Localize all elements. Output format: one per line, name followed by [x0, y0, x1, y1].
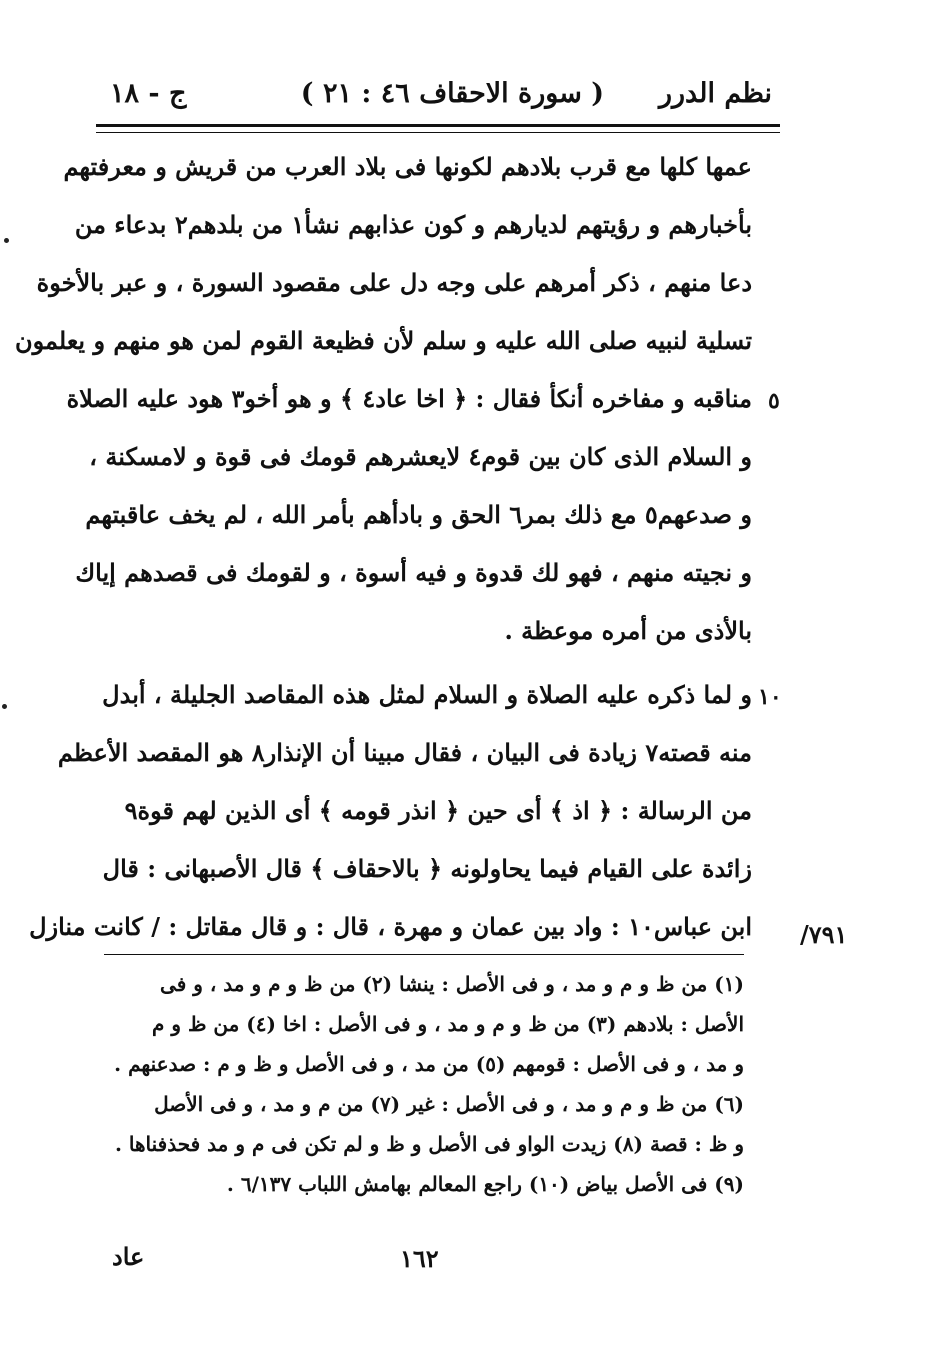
page-number: ١٦٢ [400, 1244, 439, 1273]
line-number-5: ٥ [768, 388, 780, 414]
header-rule-thick [96, 124, 780, 127]
footnote-line: (٩) فى الأصل بياض (١٠) راجع المعالم بهامش اللباب ٦/١٣٧ . [226, 1172, 744, 1196]
footnote-separator [104, 954, 744, 955]
header-part-number: ج - ١٨ [110, 78, 187, 109]
footnote-line: و ظ : قصة (٨) زيدت الواو فى الأصل و ظ و لم تكن فى م و مد فحذفناها . [114, 1132, 744, 1156]
text-line: و صدعهم٥ مع ذلك بمر٦ الحق و بادأهم بأمر الله ، لم يخف عاقبتهم [85, 500, 752, 529]
manuscript-folio-ref: /٧٩١ [800, 920, 848, 949]
text-line: و السلام الذى كان بين قوم٤ لايعشرهم قومك فى قوة و لامسكنة ، [89, 442, 752, 471]
text-line: ابن عباس١٠ : واد بين عمان و مهرة ، قال : و قال مقاتل : / كانت منازل [29, 912, 752, 941]
catchword: عاد [112, 1242, 145, 1271]
scan-speck [4, 238, 9, 243]
text-line: بأخبارهم و رؤيتهم لديارهم و كون عذابهم نشأ١ من بلدهم٢ بدعاء من [74, 210, 752, 239]
text-line: منه قصته٧ زيادة فى البيان ، فقال مبينا أن الإنذار٨ هو المقصد الأعظم [57, 738, 752, 767]
footnote-line: الأصل : بلادهم (٣) من ظ و م و مد ، و فى الأصل : اخا (٤) من ظ و م [151, 1012, 744, 1036]
text-line: بالأذى من أمره موعظة . [504, 616, 752, 645]
header-surah-reference: ( سورة الاحقاف ٤٦ : ٢١ ) [300, 78, 604, 109]
line-number-10: ١٠ [758, 684, 782, 710]
main-text [14, 138, 752, 941]
footnote-line: و مد ، و فى الأصل : قومهم (٥) من مد ، و فى الأصل و ظ و م : صدعنهم . [114, 1052, 744, 1076]
footnotes [104, 964, 744, 1214]
footnote-line: (١) من ظ و م و مد ، و فى الأصل : ينشا (٢) من ظ و م و مد ، و فى [160, 972, 744, 996]
text-line: دعا منهم ، ذكر أمرهم على وجه دل على مقصود السورة ، و عبر بالأخوة [36, 268, 752, 297]
text-line: عمها كلها مع قرب بلادهم لكونها فى بلاد العرب من قريش و معرفتهم [63, 152, 752, 181]
text-line: و نجيته منهم ، فهو لك قدوة و فيه أسوة ، و لقومك فى قصدهم إياك [75, 558, 752, 587]
running-header [96, 72, 780, 116]
scan-speck [2, 704, 7, 709]
text-line: زائدة على القيام فيما يحاولونه ﴿ بالاحقاف ﴾ قال الأصبهانى : قال [102, 854, 752, 883]
header-book-title: نظم الدرر [658, 78, 772, 109]
text-line: مناقبه و مفاخره أنكأ فقال : ﴿ اخا عاد٤ ﴾ و هو أخو٣ هود عليه الصلاة [66, 384, 752, 413]
header-rule-thin [96, 132, 780, 133]
footnote-line: (٦) من ظ و م و مد ، و فى الأصل : غير (٧) من م و مد ، و فى الأصل [154, 1092, 744, 1116]
text-line: و لما ذكره عليه الصلاة و السلام لمثل هذه المقاصد الجليلة ، أبدل [102, 680, 752, 709]
text-line: تسلية لنبيه صلى الله عليه و سلم لأن فظيعة القوم لمن هو منهم و يعلمون [14, 326, 752, 355]
text-line: من الرسالة : ﴿ اذ ﴾ أى حين ﴿ انذر قومه ﴾ أى الذين لهم قوة٩ [124, 796, 752, 825]
